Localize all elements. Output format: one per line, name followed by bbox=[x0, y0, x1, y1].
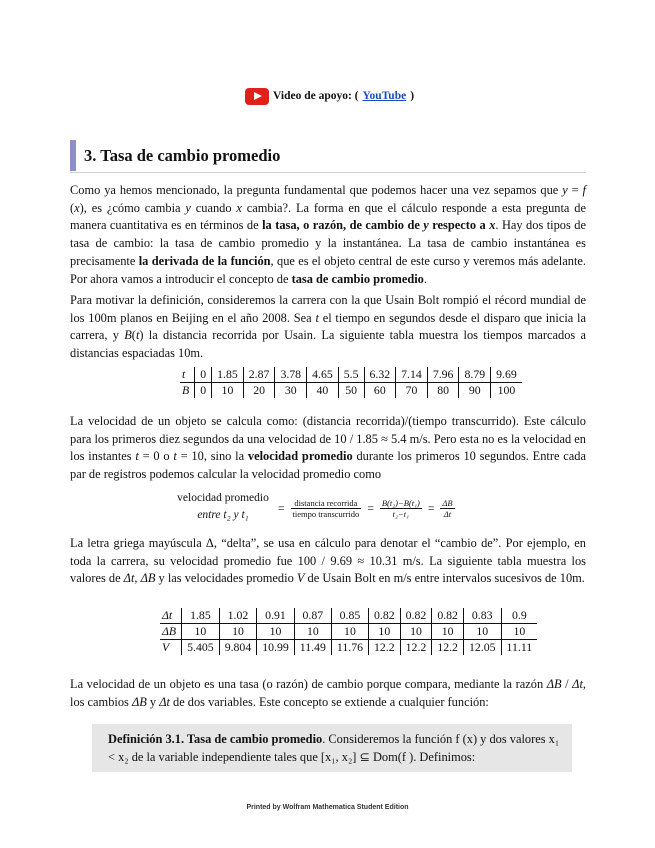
table-cell: 8.79 bbox=[459, 367, 491, 383]
table-cell: 0.9 bbox=[501, 608, 537, 624]
table-cell: 0.87 bbox=[294, 608, 331, 624]
table-cell: 100 bbox=[497, 383, 516, 397]
table-cell: 5.5 bbox=[338, 367, 364, 383]
definition-text bbox=[108, 731, 563, 766]
paragraph-velocity: La velocidad de un objeto se calcula como: (distancia recorrida)/(tiempo transcurrido). Este cálculo para los primeros diez segundos da una velocidad de 10 / 1.85 ≈ 5.4 m/s. Pero esta no es la velocidad en los instantes t = 0 o t = 10, sino la velocidad promedio durante los primeros 10 segundos. Entre cada par de registros podemos calcular la velocidad promedio como bbox=[70, 414, 586, 482]
paragraph-bolt: Para motivar la definición, consideremos la carrera con la que Usain Bolt rompió el récord mundial de los 100m planos en Beijing en el año 2008. Sea t el tiempo en segundos desde el disparo que inicia la carrera, y B(t) la distancia recorrida por Usain. La siguiente tabla muestra los tiempos marcados a distancias espaciadas 10m. bbox=[70, 293, 586, 361]
table-cell: 1.85 bbox=[182, 608, 220, 624]
table-cell: 50 bbox=[338, 383, 364, 399]
table-cell: 10 bbox=[219, 624, 257, 640]
table-cell: 2.87 bbox=[243, 367, 275, 383]
table-cell: 10 bbox=[432, 624, 464, 640]
fraction-b-t: $\frac{\text{B(t₂)−B(t₁)}}{\text{t₂−t₁}}$ bbox=[381, 498, 420, 519]
table-cell: 10 bbox=[369, 624, 401, 640]
table-cell: 70 bbox=[396, 383, 428, 399]
table-cell: 10 bbox=[257, 624, 295, 640]
video-label: Video de apoyo: ( bbox=[273, 90, 359, 102]
table-cell: 40 bbox=[307, 383, 339, 399]
table-cell: 9.69 bbox=[491, 367, 522, 383]
paragraph-delta: La letra griega mayúscula Δ, “delta”, se usa en cálculo para denotar el “cambio de”. Por ejemplo, en toda la carrera, su velocidad promedio fue 100 / 9.69 ≈ 10.31 m/s. La siguiente tabla muestra los valores de Δt, ΔB y las velocidades promedio V de Usain Bolt en m/s entre intervalos sucesivos de 10m. bbox=[70, 536, 586, 586]
table-cell: 0.85 bbox=[331, 608, 368, 624]
footer-note: Printed by Wolfram Mathematica Student Edition bbox=[246, 804, 409, 811]
youtube-link[interactable]: YouTube bbox=[362, 90, 407, 102]
table-cell: 11.76 bbox=[331, 640, 368, 656]
fraction-distance-time: $\frac{\text{distancia recorrida}}{\text{tiempo transcurrido}}$ bbox=[292, 498, 360, 519]
table-cell: 11.11 bbox=[506, 640, 533, 654]
table-cell: 0 bbox=[195, 367, 212, 383]
table-row bbox=[160, 608, 537, 624]
table-head: ΔB bbox=[160, 624, 182, 640]
table-head: B bbox=[180, 383, 195, 399]
times-table bbox=[180, 367, 522, 398]
table-cell: 12.2 bbox=[369, 640, 401, 656]
table-head: V bbox=[160, 640, 182, 656]
table-row bbox=[180, 367, 522, 383]
table-cell: 80 bbox=[427, 383, 459, 399]
table-cell: 9.804 bbox=[219, 640, 257, 656]
table-head: t bbox=[180, 367, 195, 383]
table-cell: 3.78 bbox=[275, 367, 307, 383]
table-cell: 0.82 bbox=[432, 608, 464, 624]
section-title: 3. Tasa de cambio promedio bbox=[84, 146, 281, 165]
table-cell: 10 bbox=[501, 624, 537, 640]
table-cell: 6.32 bbox=[364, 367, 396, 383]
table-row bbox=[180, 383, 522, 399]
formula-left-bottom: entre t₂ y t₁ bbox=[197, 509, 249, 521]
table-cell: 4.65 bbox=[307, 367, 339, 383]
table-cell: 12.2 bbox=[400, 640, 432, 656]
table-cell: 0 bbox=[195, 383, 212, 399]
table-cell: 11.49 bbox=[294, 640, 331, 656]
table-cell: 0.83 bbox=[463, 608, 501, 624]
formula-left-top: velocidad promedio bbox=[177, 492, 269, 504]
table-cell: 1.85 bbox=[212, 367, 244, 383]
paragraph-rate: La velocidad de un objeto es una tasa (o razón) de cambio porque compara, mediante la razón ΔB / Δt, los cambios ΔB y Δt de dos variables. Este concepto se extiende a cualquier función: bbox=[70, 677, 586, 709]
table-cell: 7.96 bbox=[427, 367, 459, 383]
table-cell: 20 bbox=[243, 383, 275, 399]
definition-label: Definición 3.1. Tasa de cambio promedio bbox=[108, 732, 323, 746]
table-cell: 10 bbox=[182, 624, 220, 640]
velocities-table bbox=[160, 608, 537, 655]
table-cell: 30 bbox=[275, 383, 307, 399]
table-cell: 7.14 bbox=[396, 367, 428, 383]
youtube-play-icon[interactable] bbox=[245, 88, 269, 105]
fraction-delta: $\frac{\Delta B}{\Delta t}$ bbox=[442, 498, 453, 519]
table-cell: 10.99 bbox=[257, 640, 295, 656]
table-cell: 10 bbox=[294, 624, 331, 640]
table-cell: 0.82 bbox=[369, 608, 401, 624]
section-bar bbox=[70, 140, 76, 171]
table-cell: 10 bbox=[212, 383, 244, 399]
table-cell: 60 bbox=[364, 383, 396, 399]
video-link-row bbox=[245, 86, 414, 106]
table-cell: 12.05 bbox=[463, 640, 501, 656]
table-cell: 10 bbox=[463, 624, 501, 640]
table-row bbox=[160, 624, 537, 640]
table-cell: 1.02 bbox=[219, 608, 257, 624]
table-cell: 12.2 bbox=[432, 640, 464, 656]
definition-body: . Consideremos la función f (x) y dos valores x₁ < x₂ de la variable independiente tales que [x₁, x₂] ⊆ Dom(f ). Definimos: bbox=[108, 732, 560, 764]
section-divider bbox=[70, 172, 586, 173]
table-cell: 0.82 bbox=[400, 608, 432, 624]
table-cell: 5.405 bbox=[182, 640, 220, 656]
table-row bbox=[160, 640, 537, 656]
table-cell: 90 bbox=[459, 383, 491, 399]
video-label-close: ) bbox=[410, 90, 415, 102]
paragraph-intro: Como ya hemos mencionado, la pregunta fundamental que podemos hacer una vez sepamos que y = f (x), es ¿cómo cambia y cuando x cambia?. La forma en que el cálculo responde a esta pregunta de manera cuantitativa es en términos de la tasa, o razón, de cambio de y respecto a x. Hay dos tipos de tasa de cambio: la tasa de cambio promedio y la instantánea. La tasa de cambio instantánea es precisamente la derivada de la función, que es el objeto central de este curso y veremos más adelante. Por ahora vamos a introducir el concepto de tasa de cambio promedio. bbox=[70, 183, 586, 286]
table-cell: 0.91 bbox=[257, 608, 295, 624]
table-cell: 10 bbox=[400, 624, 432, 640]
table-cell: 10 bbox=[331, 624, 368, 640]
table-head: Δt bbox=[160, 608, 182, 624]
